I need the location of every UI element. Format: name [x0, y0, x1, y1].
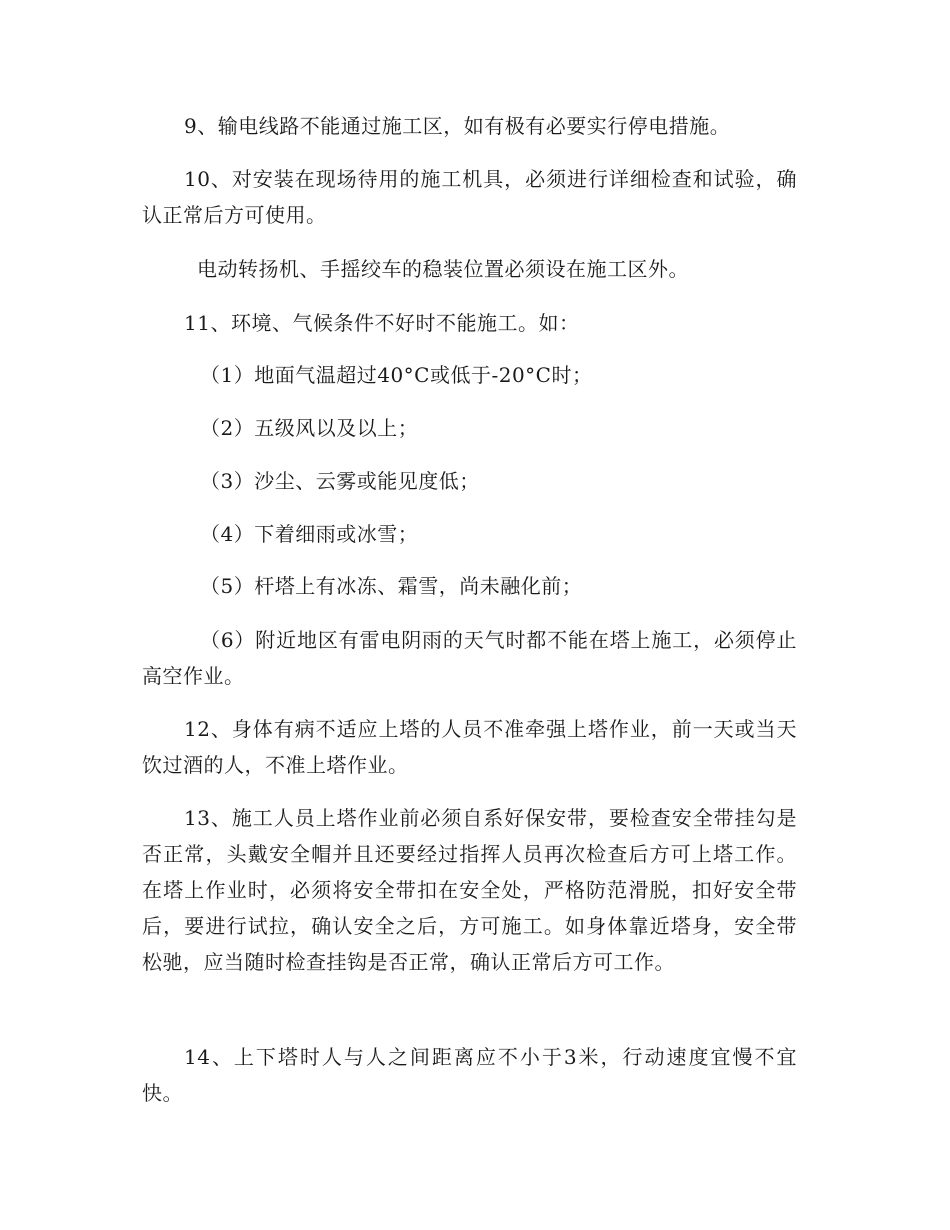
- paragraph-9: 9、输电线路不能通过施工区，如有极有必要实行停电措施。: [184, 114, 731, 138]
- paragraph-11: 11、环境、气候条件不好时不能施工。如：: [184, 311, 580, 335]
- paragraph-13: 13、施工人员上塔作业前必须自系好保安带，要检查安全带挂勾是否正常，头戴安全帽并且还要经过指挥人员再次检查后方可上塔工作。在塔上作业时，必须将安全带扣在安全处，严格防范滑脱，扣好安全带后，要进行试拉，确认安全之后，方可施工。如身体靠近塔身，安全带松驰，应当随时检查挂钩是否正常，确认正常后方可工作。: [142, 806, 797, 974]
- list-item-frost: （5）杆塔上有冰冻、霜雪，尚未融化前；: [200, 574, 583, 598]
- paragraph-12: 12、身体有病不适应上塔的人员不准牵强上塔作业，前一天或当天饮过酒的人，不准上塔作业。: [142, 717, 797, 777]
- list-item-visibility: （3）沙尘、云雾或能见度低；: [200, 469, 480, 493]
- list-item-rain-snow: （4）下着细雨或冰雪；: [200, 522, 419, 546]
- paragraph-10: 10、对安装在现场待用的施工机具，必须进行详细检查和试验，确认正常后方可使用。: [142, 167, 797, 227]
- list-item-wind: （2）五级风以及以上；: [200, 416, 419, 440]
- list-item-thunder: （6）附近地区有雷电阴雨的天气时都不能在塔上施工，必须停止高空作业。: [142, 628, 797, 688]
- list-item-temperature: （1）地面气温超过40°C或低于-20°C时；: [200, 363, 593, 387]
- paragraph-winch-placement: 电动转扬机、手摇绞车的稳装位置必须设在施工区外。: [197, 257, 689, 281]
- paragraph-14: 14、上下塔时人与人之间距离应不小于3米，行动速度宜慢不宜快。: [142, 1045, 797, 1105]
